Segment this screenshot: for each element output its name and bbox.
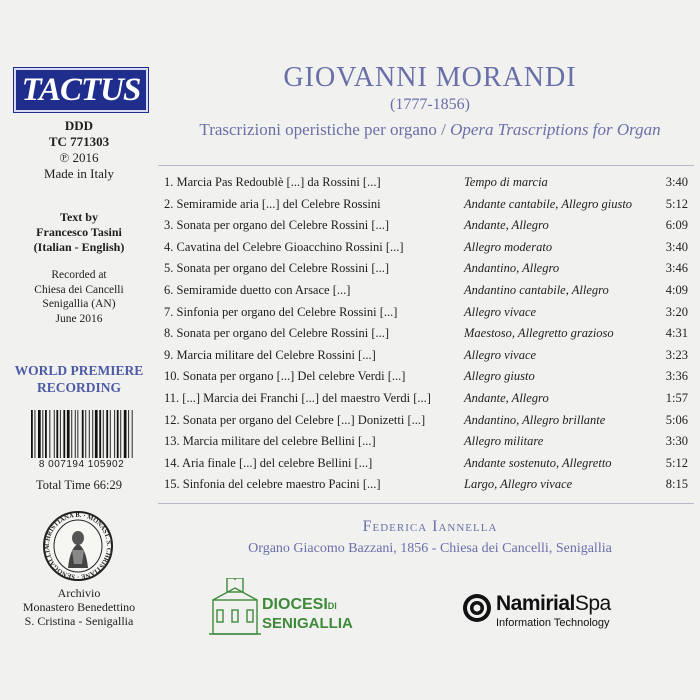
- text-credits: [0, 210, 158, 255]
- track-duration: 3:20: [665, 304, 688, 319]
- recorded-line-3: Senigallia (AN): [42, 298, 116, 310]
- track-title: 3. Sonata per organo del Celebre Rossini [...]: [164, 218, 390, 233]
- catalog-number: TC 771303: [48, 134, 110, 149]
- premiere-line-1: WORLD PREMIERE: [14, 363, 144, 378]
- track-duration: 3:40: [665, 239, 688, 254]
- track-tempo: Allegro vivace: [464, 304, 537, 319]
- namirial-name: [496, 592, 611, 616]
- track-title: 9. Marcia militare del Celebre Rossini [...]: [164, 347, 376, 362]
- track-tempo: Allegro giusto: [464, 369, 535, 384]
- track-title: 10. Sonata per organo [...] Del celebre Verdi [...]: [164, 369, 406, 384]
- monastery-seal-icon: [42, 510, 114, 582]
- track-title: 14. Aria finale [...] del celebre Bellini [...]: [164, 455, 373, 470]
- track-tempo: Andante, Allegro: [464, 218, 549, 233]
- track-row: [164, 237, 690, 259]
- track-title: 15. Sinfonia del celebre maestro Pacini [...]: [164, 477, 381, 492]
- track-tempo: Largo, Allegro vivace: [464, 477, 573, 492]
- track-row: [164, 302, 690, 324]
- diocesi-word: DIOCESI: [262, 596, 328, 613]
- album-subtitle: [160, 120, 700, 140]
- performer-name: Federica Iannella: [362, 518, 498, 535]
- track-tempo: Andantino, Allegro brillante: [464, 412, 606, 427]
- total-time: Total Time 66:29: [36, 478, 122, 492]
- track-row: [164, 194, 690, 216]
- track-tempo: Allegro moderato: [464, 239, 553, 254]
- track-duration: 4:09: [665, 282, 688, 297]
- track-row: [164, 215, 690, 237]
- track-title: 8. Sonata per organo del Celebre Rossini [...]: [164, 326, 390, 341]
- track-duration: 8:15: [665, 477, 688, 492]
- track-tempo: Andante sostenuto, Allegretto: [464, 455, 612, 470]
- text-by-lang: (Italian - English): [33, 240, 125, 254]
- archive-line-2: Monastero Benedettino: [22, 600, 136, 614]
- track-row: [164, 172, 690, 194]
- track-tempo: Andante cantabile, Allegro giusto: [464, 196, 633, 211]
- namirial-logo-icon: [462, 593, 492, 623]
- text-by-name: Francesco Tasini: [36, 225, 122, 239]
- track-row: [164, 323, 690, 345]
- track-duration: 3:46: [665, 261, 688, 276]
- track-duration: 3:23: [665, 347, 688, 362]
- track-title: 7. Sinfonia per organo del Celebre Rossini [...]: [164, 304, 398, 319]
- track-duration: 4:31: [665, 326, 688, 341]
- track-row: [164, 388, 690, 410]
- track-row: [164, 258, 690, 280]
- track-duration: 3:30: [665, 434, 688, 449]
- track-duration: 1:57: [665, 390, 688, 405]
- archive-line-3: S. Cristina - Senigallia: [24, 614, 134, 628]
- track-tempo: Allegro militare: [464, 434, 544, 449]
- copyright-line: ℗ 2016: [59, 150, 99, 165]
- track-title: 12. Sonata per organo del Celebre [...] Donizetti [...]: [164, 412, 426, 427]
- track-duration: 5:06: [665, 412, 688, 427]
- archive-line-1: Archivio: [57, 586, 101, 600]
- track-row: [164, 453, 690, 475]
- composer-name: GIOVANNI MORANDI: [283, 62, 577, 93]
- track-row: [164, 280, 690, 302]
- track-title: 1. Marcia Pas Redoublè [...] da Rossini [...]: [164, 175, 381, 189]
- namirial-word: Namirial: [496, 592, 575, 615]
- format-code: DDD: [64, 118, 94, 133]
- track-tempo: Maestoso, Allegretto grazioso: [464, 326, 614, 341]
- track-tempo: Andante, Allegro: [464, 390, 549, 405]
- subtitle-english: Opera Trascriptions for Organ: [450, 120, 661, 139]
- divider-bottom: [158, 503, 694, 504]
- text-by-label: Text by: [60, 210, 98, 224]
- track-row: [164, 366, 690, 388]
- recorded-line-4: June 2016: [55, 312, 103, 325]
- world-premiere-label: [0, 362, 158, 396]
- release-info: [0, 118, 158, 182]
- track-duration: 3:36: [665, 369, 688, 384]
- barcode: [30, 410, 133, 458]
- track-duration: 5:12: [665, 455, 688, 470]
- track-list: [164, 172, 690, 496]
- track-title: 11. [...] Marcia dei Franchi [...] del maestro Verdi [...]: [164, 390, 431, 405]
- archive-credit: [0, 586, 158, 628]
- organ-info: Organo Giacomo Bazzani, 1856 - Chiesa dei Cancelli, Senigallia: [248, 541, 612, 556]
- diocesi-of: DI: [327, 601, 337, 611]
- diocesi-city: SENIGALLIA: [262, 615, 353, 632]
- namirial-spa: Spa: [574, 592, 611, 615]
- track-row: [164, 431, 690, 453]
- track-title: 6. Semiramide duetto con Arsace [...]: [164, 282, 351, 297]
- track-duration: 3:40: [665, 175, 688, 189]
- composer-dates: (1777-1856): [390, 96, 470, 113]
- track-title: 5. Sonata per organo del Celebre Rossini [...]: [164, 261, 390, 276]
- recorded-line-1: Recorded at: [51, 269, 107, 281]
- track-tempo: Allegro vivace: [464, 347, 537, 362]
- track-row: [164, 345, 690, 367]
- track-tempo: Andantino, Allegro: [464, 261, 560, 276]
- divider-top: [158, 165, 694, 166]
- track-duration: 6:09: [665, 218, 688, 233]
- origin-line: Made in Italy: [43, 166, 115, 181]
- track-title: 4. Cavatina del Celebre Gioacchino Rossini [...]: [164, 239, 404, 254]
- track-title: 13. Marcia militare del celebre Bellini [...]: [164, 434, 376, 449]
- track-tempo: Andantino cantabile, Allegro: [464, 282, 609, 297]
- recorded-line-2: Chiesa dei Cancelli: [34, 283, 124, 296]
- track-duration: 5:12: [665, 196, 688, 211]
- barcode-number: 8 007194 105902: [38, 459, 125, 470]
- track-row: [164, 474, 690, 496]
- track-row: [164, 410, 690, 432]
- diocesi-logo-text: [262, 596, 353, 632]
- track-tempo: Tempo di marcia: [464, 175, 548, 189]
- recording-info: [0, 268, 158, 326]
- namirial-tagline: Information Technology: [496, 617, 610, 629]
- track-title: 2. Semiramide aria [...] del Celebre Rossini: [164, 196, 381, 211]
- premiere-line-2: RECORDING: [36, 380, 121, 395]
- tactus-logo: TACTUS: [14, 68, 148, 112]
- subtitle-italian: Trascrizioni operistiche per organo /: [199, 120, 451, 139]
- seal-text: CHRISTIANA B. · MONAST. S. CHRISTIANE · SENOGALLIA: [43, 511, 113, 581]
